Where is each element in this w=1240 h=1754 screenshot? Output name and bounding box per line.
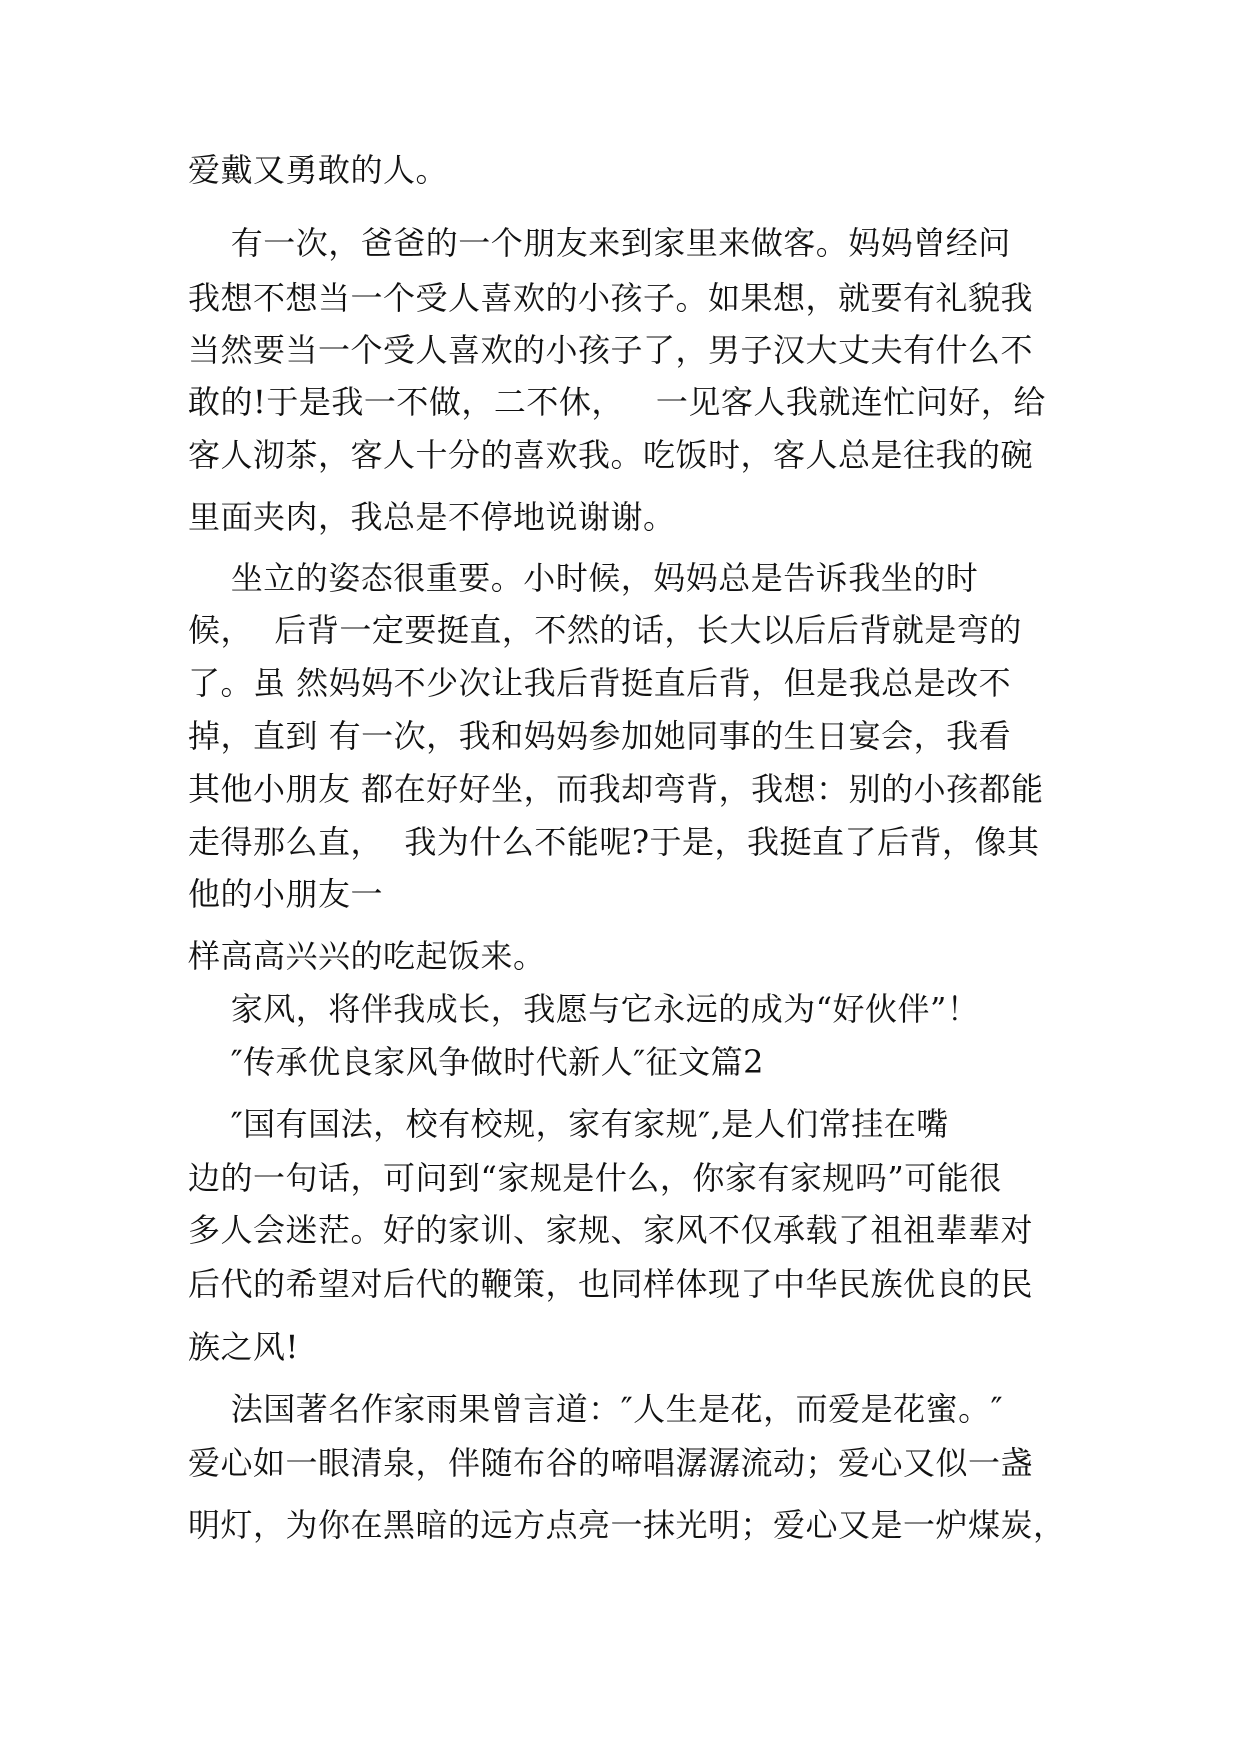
text-line: 里面夹肉，我总是不停地说谢谢。	[188, 498, 676, 536]
text-line: 我想不想当一个受人喜欢的小孩子。如果想，就要有礼貌我	[188, 279, 1034, 317]
text-line: 爱心如一眼清泉，伴随布谷的啼唱潺潺流动；爱心又似一盏	[188, 1444, 1034, 1482]
text-line: 家风，将伴我成长，我愿与它永远的成为“好伙伴”！	[188, 990, 980, 1028]
text-line: 多人会迷茫。好的家训、家规、家风不仅承载了祖祖辈辈对	[188, 1211, 1034, 1249]
text-line: 后代的希望对后代的鞭策，也同样体现了中华民族优良的民	[188, 1265, 1034, 1303]
text-line: 法国著名作家雨果曾言道：″人生是花，而爱是花蜜。″	[188, 1390, 1004, 1428]
text-line: ″传承优良家风争做时代新人″征文篇2	[188, 1043, 764, 1081]
text-line: 客人沏茶，客人十分的喜欢我。吃饭时，客人总是往我的碗	[188, 436, 1034, 474]
text-line: 边的一句话，可问到“家规是什么，你家有家规吗”可能很	[188, 1159, 1002, 1197]
text-line: 掉，直到 有一次，我和妈妈参加她同事的生日宴会，我看	[188, 717, 1012, 755]
text-line: 走得那么直， 我为什么不能呢?于是，我挺直了后背，像其	[188, 823, 1040, 861]
text-line: 爱戴又勇敢的人。	[188, 151, 449, 189]
text-line: 敢的!于是我一不做，二不休， 一见客人我就连忙问好，给	[188, 383, 1046, 421]
text-line: 明灯，为你在黑暗的远方点亮一抹光明；爱心又是一炉煤炭，	[188, 1506, 1066, 1544]
text-line: 了。虽 然妈妈不少次让我后背挺直后背，但是我总是改不	[188, 664, 1012, 702]
text-line: ″国有国法，校有校规，家有家规″,是人们常挂在嘴	[188, 1105, 949, 1143]
text-line: 有一次，爸爸的一个朋友来到家里来做客。妈妈曾经问	[188, 224, 1011, 262]
text-line: 族之风!	[188, 1328, 299, 1366]
text-line: 其他小朋友 都在好好坐，而我却弯背，我想：别的小孩都能	[188, 770, 1044, 808]
text-line: 样高高兴兴的吃起饭来。	[188, 937, 546, 975]
text-line: 坐立的姿态很重要。小时候，妈妈总是告诉我坐的时	[188, 559, 979, 597]
text-line: 当然要当一个受人喜欢的小孩子了，男子汉大丈夫有什么不	[188, 331, 1034, 369]
text-line: 候， 后背一定要挺直，不然的话，长大以后后背就是弯的	[188, 611, 1022, 649]
text-line: 他的小朋友一	[188, 875, 384, 913]
